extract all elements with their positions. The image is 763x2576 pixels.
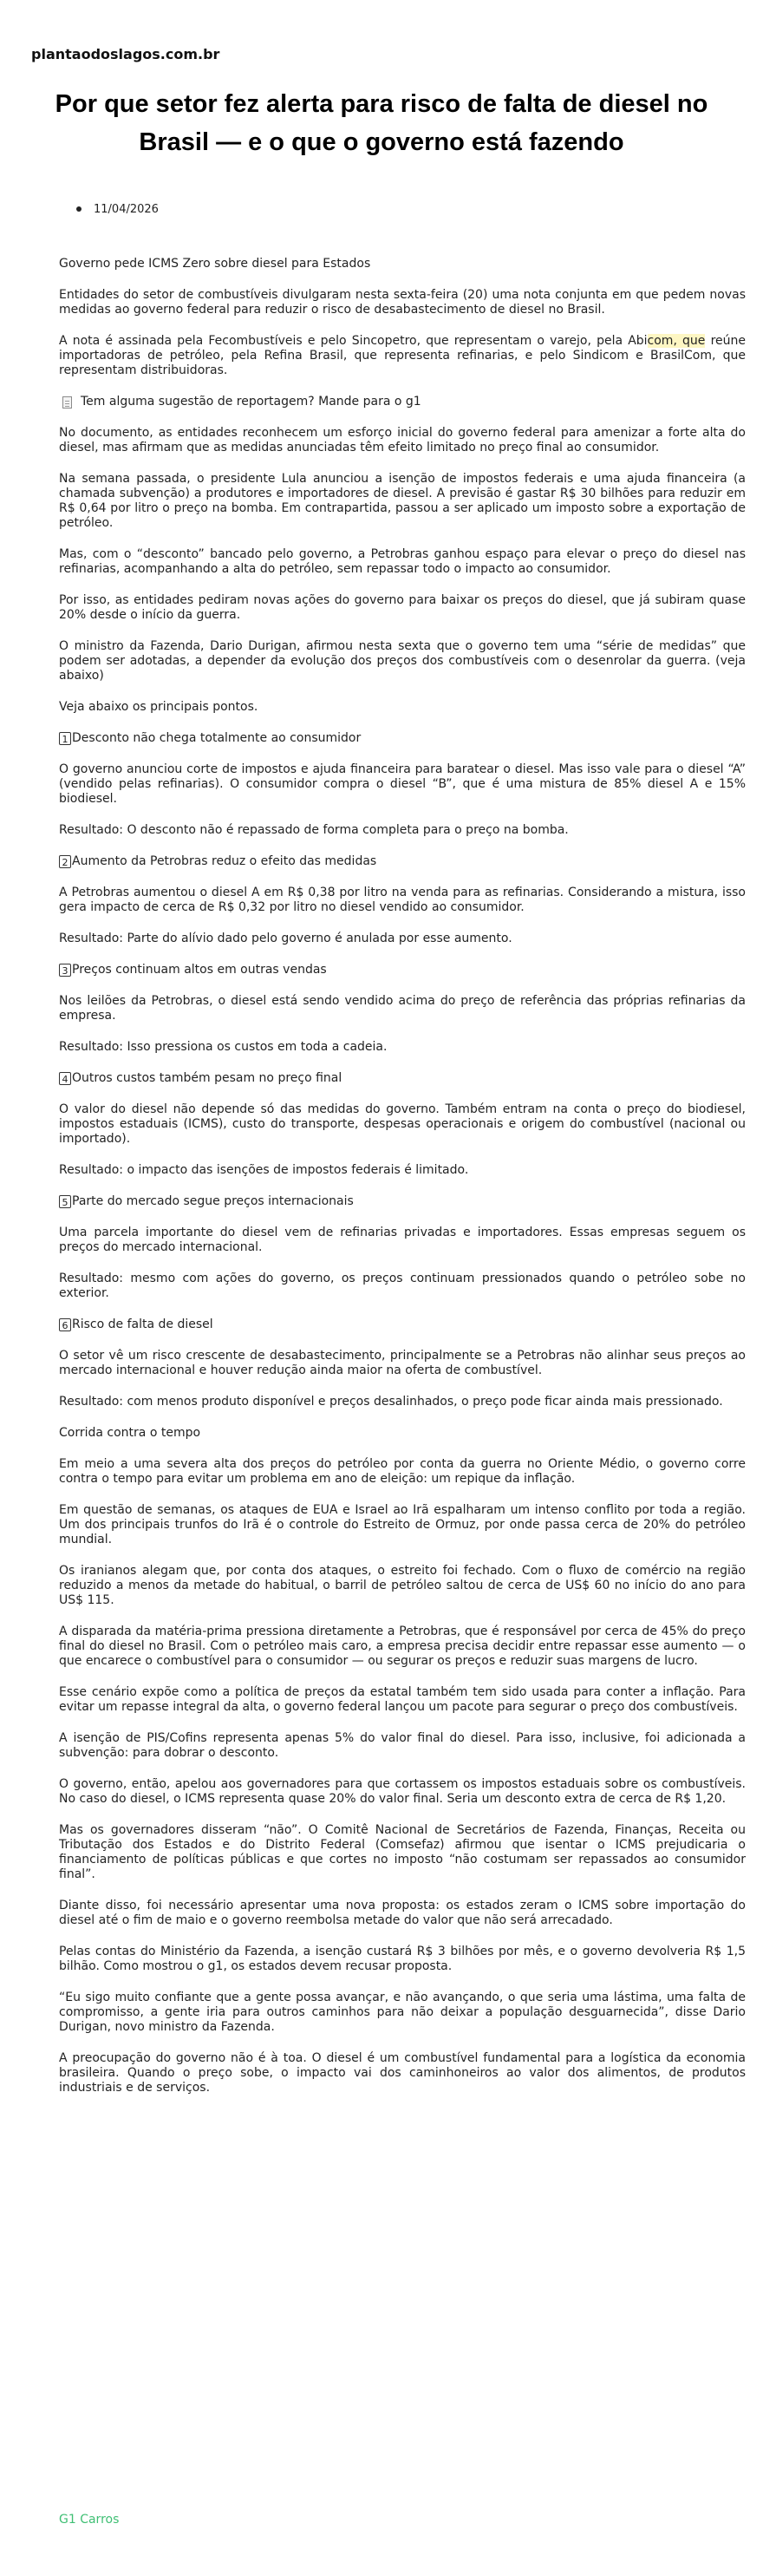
point-title: Parte do mercado segue preços internacionais (72, 1194, 354, 1208)
suggestion-link[interactable] (59, 395, 746, 409)
article-paragraph: “Eu sigo muito confiante que a gente possa avançar, e não avançando, o que seria uma lástima, uma falta de compromisso, a gente iria para outros caminhos para não deixar a população desguarnecida”, disse Dario Durigan, novo ministro da Fazenda. (59, 1991, 746, 2034)
document-icon (62, 396, 72, 409)
highlighted-text: com, que (647, 334, 706, 348)
point-body: Nos leilões da Petrobras, o diesel está sendo vendido acima do preço de referência das próprias refinarias da empresa. (59, 994, 746, 1023)
text-fragment: A nota é assinada pela Fecombustíveis e pelo Sincopetro, que representam o varejo, pela Abi (59, 334, 648, 348)
point-body: O setor vê um risco crescente de desabastecimento, principalmente se a Petrobras não alinhar seus preços ao mercado internacional e houver redução ainda maior na oferta de combustível. (59, 1349, 746, 1377)
article-paragraph: Governo pede ICMS Zero sobre diesel para Estados (59, 257, 371, 271)
article-paragraph: A isenção de PIS/Cofins representa apenas 5% do valor final do diesel. Para isso, inclusive, foi adicionada a subvenção: para dobrar o desconto. (59, 1731, 746, 1760)
article-paragraph: Em meio a uma severa alta dos preços do petróleo por conta da guerra no Oriente Médio, o governo corre contra o tempo para evitar um problema em ano de eleição: um repique da inflação. (59, 1457, 746, 1486)
article-paragraph: Por isso, as entidades pediram novas ações do governo para baixar os preços do diesel, que já subiram quase 20% desde o início da guerra. (59, 593, 746, 622)
number-badge: 3 (59, 964, 71, 977)
point-result: Resultado: Isso pressiona os custos em toda a cadeia. (59, 1040, 388, 1054)
meta-list (76, 202, 159, 217)
suggestion-text[interactable]: Tem alguma sugestão de reportagem? Mande para o g1 (81, 395, 421, 409)
point-body: O governo anunciou corte de impostos e ajuda financeira para baratear o diesel. Mas isso vale para o diesel “A” (vendido pelas refinarias). O consumidor compra o diesel “B”, que é uma mistura de 85% diesel A e 15% biodiesel. (59, 762, 746, 806)
footer-category-link[interactable]: G1 Carros (59, 2513, 120, 2527)
site-name[interactable]: plantaodoslagos.com.br (31, 46, 220, 62)
number-badge: 1 (59, 732, 71, 745)
publish-date: 11/04/2026 (76, 202, 159, 217)
point-result: Resultado: Parte do alívio dado pelo governo é anulada por esse aumento. (59, 932, 512, 945)
article-paragraph: Pelas contas do Ministério da Fazenda, a isenção custará R$ 3 bilhões por mês, e o governo devolveria R$ 1,5 bilhão. Como mostrou o g1, os estados devem recusar proposta. (59, 1945, 746, 1973)
article-paragraph: A disparada da matéria-prima pressiona diretamente a Petrobras, que é responsável por cerca de 45% do preço final do diesel no Brasil. Com o petróleo mais caro, a empresa precisa decidir entre repassar esse aumento — o que encarece o combustível para o consumidor — ou segurar os preços e reduzir suas margens de lucro. (59, 1625, 746, 1668)
article-paragraph: Em questão de semanas, os ataques de EUA e Israel ao Irã espalharam um intenso conflito por toda a região. Um dos principais trunfos do Irã é o controle do Estreito de Ormuz, por onde passa cerca de 20% do petróleo mundial. (59, 1503, 746, 1546)
point-title: Preços continuam altos em outras vendas (72, 963, 327, 977)
point-heading (59, 1317, 746, 1332)
point-heading (59, 963, 746, 977)
point-result: Resultado: com menos produto disponível e preços desalinhados, o preço pode ficar ainda mais pressionado. (59, 1395, 723, 1409)
article-paragraph: Esse cenário expõe como a política de preços da estatal também tem sido usada para conter a inflação. Para evitar um repasse integral da alta, o governo federal lançou um pacote para segurar o preço dos combustíveis. (59, 1685, 746, 1714)
article-paragraph: A preocupação do governo não é à toa. O diesel é um combustível fundamental para a logística da economia brasileira. Quando o preço sobe, o impacto vai dos caminhoneiros ao valor dos alimentos, de produtos industriais e de serviços. (59, 2051, 746, 2095)
point-heading (59, 1071, 746, 1086)
article-paragraph: Veja abaixo os principais pontos. (59, 700, 258, 714)
point-title: Risco de falta de diesel (72, 1317, 213, 1331)
article-paragraph: O ministro da Fazenda, Dario Durigan, afirmou nesta sexta que o governo tem uma “série de medidas” que podem ser adotadas, a depender da evolução dos preços dos combustíveis com o desenrolar da guerra. (veja abaixo) (59, 639, 746, 683)
article-paragraph: O governo, então, apelou aos governadores para que cortassem os impostos estaduais sobre os combustíveis. No caso do diesel, o ICMS representa quase 20% do valor final. Seria um desconto extra de cerca de R$ 1,20. (59, 1777, 746, 1806)
point-heading (59, 854, 746, 869)
number-badge: 2 (59, 855, 71, 868)
article-paragraph: Os iranianos alegam que, por conta dos ataques, o estreito foi fechado. Com o fluxo de comércio na região reduzido a menos da metade do habitual, o barril de petróleo saltou de cerca de US$ 60 no início do ano para US$ 115. (59, 1564, 746, 1607)
article-paragraph: Entidades do setor de combustíveis divulgaram nesta sexta-feira (20) uma nota conjunta em que pedem novas medidas ao governo federal para reduzir o risco de desabastecimento de diesel no Brasil. (59, 288, 746, 317)
number-badge: 5 (59, 1195, 71, 1208)
point-result: Resultado: O desconto não é repassado de forma completa para o preço na bomba. (59, 823, 569, 837)
number-badge: 4 (59, 1072, 71, 1085)
article-paragraph (59, 334, 746, 378)
section-title: Corrida contra o tempo (59, 1426, 201, 1440)
point-body: O valor do diesel não depende só das medidas do governo. Também entram na conta o preço do biodiesel, impostos estaduais (ICMS), custo do transporte, despesas operacionais e origem do combustível (nacional ou importado). (59, 1102, 746, 1146)
article-paragraph: Mas os governadores disseram “não”. O Comitê Nacional de Secretários de Fazenda, Finanças, Receita ou Tributação dos Estados e do Distrito Federal (Comsefaz) afirmou que isentar o ICMS prejudicaria o financiamento de políticas públicas e que cortes no imposto “não costumam ser repassados ao consumidor final”. (59, 1823, 746, 1881)
point-title: Desconto não chega totalmente ao consumidor (72, 731, 362, 745)
point-title: Aumento da Petrobras reduz o efeito das medidas (72, 854, 377, 868)
point-result: Resultado: mesmo com ações do governo, os preços continuam pressionados quando o petróleo sobe no exterior. (59, 1272, 746, 1300)
article-paragraph: Diante disso, foi necessário apresentar uma nova proposta: os estados zeram o ICMS sobre importação do diesel até o fim de maio e o governo reembolsa metade do valor que não será arrecadado. (59, 1899, 746, 1927)
point-heading (59, 731, 746, 746)
number-badge: 6 (59, 1318, 71, 1331)
article-paragraph: Na semana passada, o presidente Lula anunciou a isenção de impostos federais e uma ajuda financeira (a chamada subvenção) a produtores e importadores de diesel. A previsão é gastar R$ 30 bilhões para reduzir em R$ 0,64 por litro o preço na bomba. Em contrapartida, passou a ser aplicado um imposto sobre a exportação de petróleo. (59, 472, 746, 530)
article-body (59, 257, 746, 2112)
point-body: Uma parcela importante do diesel vem de refinarias privadas e importadores. Essas empresas seguem os preços do mercado internacional. (59, 1226, 746, 1254)
point-title: Outros custos também pesam no preço final (72, 1071, 342, 1085)
point-body: A Petrobras aumentou o diesel A em R$ 0,38 por litro na venda para as refinarias. Considerando a mistura, isso gera impacto de cerca de R$ 0,32 por litro no diesel vendido ao consumidor. (59, 886, 746, 914)
text-fragment: reúne importadoras de petróleo, pela Refina Brasil, que representa refinarias, e pelo Sindicom e BrasilCom, que representam distribuidoras. (59, 334, 746, 377)
headline: Por que setor fez alerta para risco de falta de diesel no Brasil — e o que o governo está fazendo (55, 90, 708, 156)
article-paragraph: Mas, com o “desconto” bancado pelo governo, a Petrobras ganhou espaço para elevar o preço do diesel nas refinarias, acompanhando a alta do petróleo, sem repassar todo o impacto ao consumidor. (59, 547, 746, 576)
point-heading (59, 1194, 746, 1209)
article-paragraph: No documento, as entidades reconhecem um esforço inicial do governo federal para amenizar a forte alta do diesel, mas afirmam que as medidas anunciadas têm efeito limitado no preço final ao consumidor. (59, 426, 746, 454)
point-result: Resultado: o impacto das isenções de impostos federais é limitado. (59, 1163, 469, 1177)
